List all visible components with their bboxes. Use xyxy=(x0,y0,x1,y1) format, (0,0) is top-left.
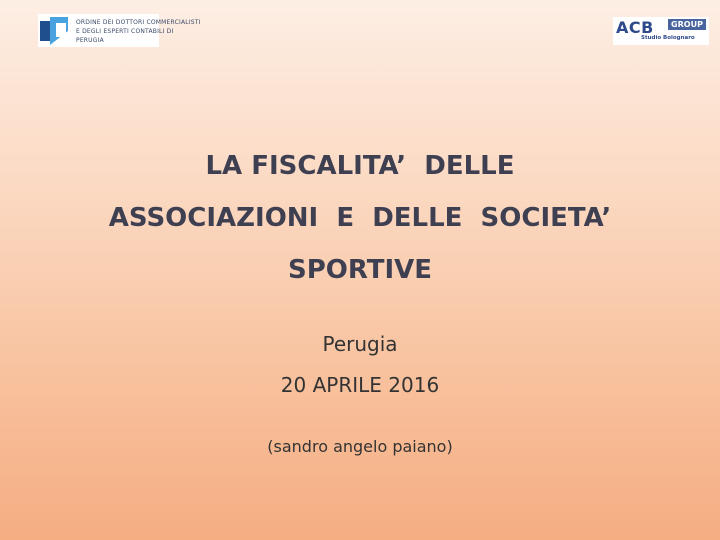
title-line-3: SPORTIVE xyxy=(287,255,433,285)
acb-brand-text: ACB xyxy=(616,18,654,37)
speaker-name: (sandro angelo paiano) xyxy=(267,437,453,456)
ordine-logo-line-2: E DEGLI ESPERTI CONTABILI DI xyxy=(76,28,174,35)
ordine-logo-line-1: ORDINE DEI DOTTORI COMMERCIALISTI xyxy=(76,19,201,26)
acb-group-badge: GROUP xyxy=(668,19,706,30)
ordine-logo xyxy=(38,14,201,47)
ordine-logo-line-3: PERUGIA xyxy=(76,37,104,44)
title-line-1: LA FISCALITA’ DELLE xyxy=(205,151,515,181)
event-date: 20 APRILE 2016 xyxy=(280,373,440,397)
title-line-2: ASSOCIAZIONI E DELLE SOCIETA’ xyxy=(108,203,612,233)
acb-subtitle: Studio Bolognaro xyxy=(641,35,695,41)
acb-group-logo xyxy=(613,17,709,45)
event-city: Perugia xyxy=(322,332,398,356)
ordine-logo-text xyxy=(76,18,201,45)
slide-title xyxy=(40,140,680,296)
ordine-mark-icon xyxy=(40,17,70,45)
